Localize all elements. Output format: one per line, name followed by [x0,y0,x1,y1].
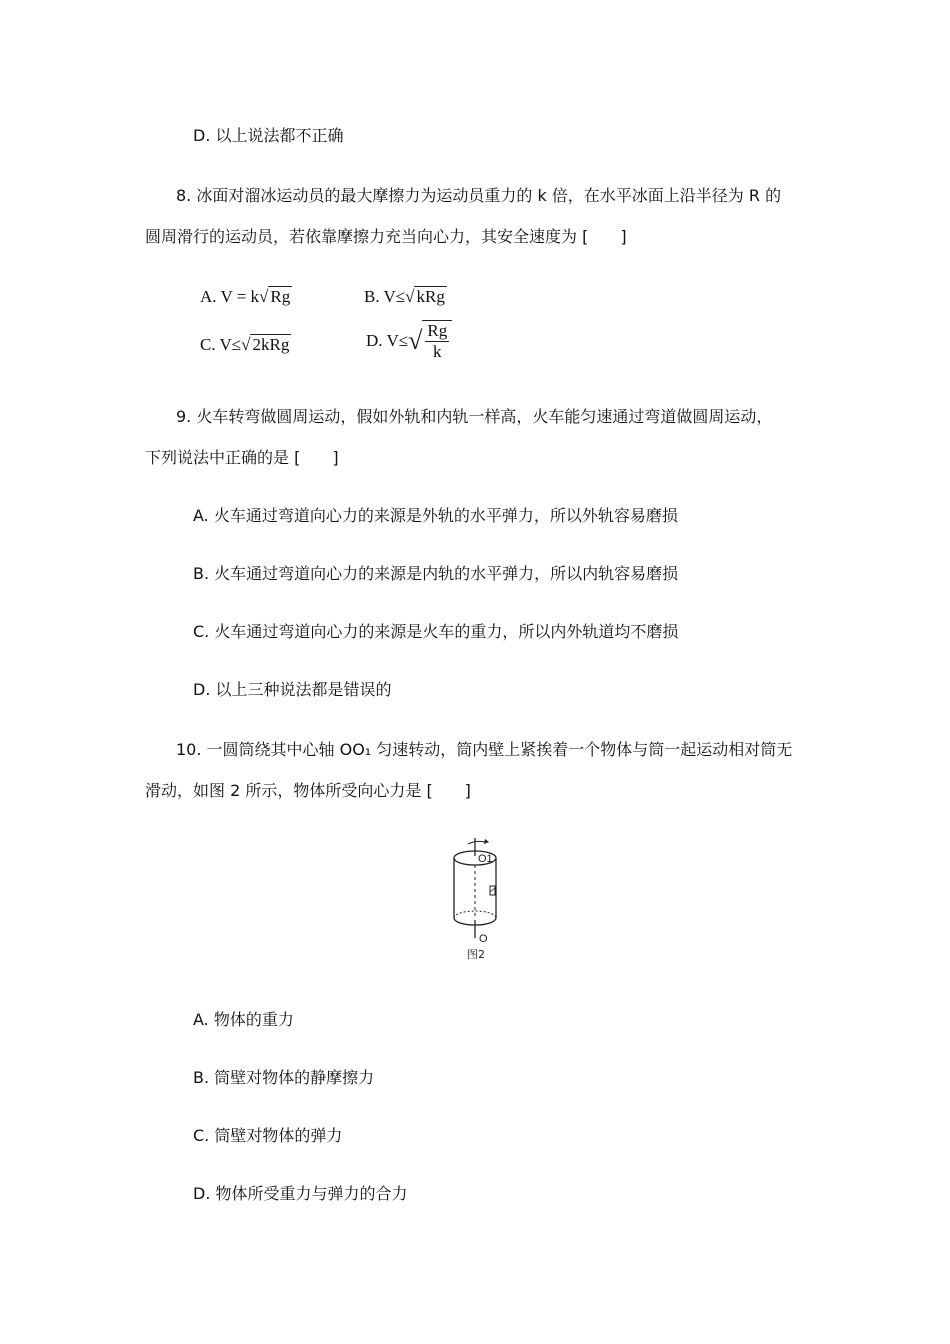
q8-stem-line2: 圆周滑行的运动员，若依靠摩擦力充当向心力，其安全速度为 [ ] [145,227,627,246]
sqrt-symbol: √ 2kRg [241,335,290,354]
q9-option-d: D. 以上三种说法都是错误的 [193,680,392,699]
cylinder-figure [440,834,520,964]
q8-option-d-numerator: Rg [427,321,448,340]
sqrt-symbol: √ [408,326,423,355]
q8-option-c-radicand: 2kRg [252,335,290,354]
q9-option-c: C. 火车通过弯道向心力的来源是火车的重力，所以内外轨道均不磨损 [193,622,679,641]
q8-option-a-radicand: Rg [270,287,291,306]
sqrt-symbol: √ kRg [405,287,445,306]
q8-option-d [366,320,452,362]
q8-option-c-prefix: C. V≤ [200,335,242,354]
q10-stem-line2: 滑动，如图 2 所示，物体所受向心力是 [ ] [145,781,471,800]
figure-bottom-label: O [479,933,488,945]
q8-option-a-prefix: A. V = k [200,287,260,306]
q8-stem-line1: 8. 冰面对溜冰运动员的最大摩擦力为运动员重力的 k 倍，在水平冰面上沿半径为 R 的 [176,186,782,205]
q8-option-d-prefix: D. V≤ [366,331,409,350]
q9-stem-line2: 下列说法中正确的是 [ ] [145,448,339,467]
q8-option-d-fraction [422,320,452,362]
q8-option-a [200,286,292,307]
q9-option-a: A. 火车通过弯道向心力的来源是外轨的水平弹力，所以外轨容易磨损 [193,506,678,525]
figure-top-label: O1 [478,853,493,865]
q8-option-c [200,334,291,355]
q8-option-b [364,286,447,307]
q10-option-d: D. 物体所受重力与弹力的合力 [193,1184,408,1203]
q8-option-d-denominator: k [433,342,442,361]
q7-option-d: D. 以上说法都不正确 [193,126,344,145]
q8-option-b-prefix: B. V≤ [364,287,406,306]
q10-option-c: C. 筒壁对物体的弹力 [193,1126,343,1145]
sqrt-symbol: √ Rg [259,287,291,306]
q10-option-a: A. 物体的重力 [193,1010,294,1029]
q9-option-b: B. 火车通过弯道向心力的来源是内轨的水平弹力，所以内轨容易磨损 [193,564,679,583]
q10-option-b: B. 筒壁对物体的静摩擦力 [193,1068,375,1087]
q8-option-b-radicand: kRg [416,287,445,306]
q9-stem-line1: 9. 火车转弯做圆周运动，假如外轨和内轨一样高，火车能匀速通过弯道做圆周运动， [176,407,773,426]
figure-caption: 图2 [467,948,485,961]
q10-stem-line1: 10. 一圆筒绕其中心轴 OO₁ 匀速转动，筒内壁上紧挨着一个物体与筒一起运动相对筒无 [176,740,793,759]
